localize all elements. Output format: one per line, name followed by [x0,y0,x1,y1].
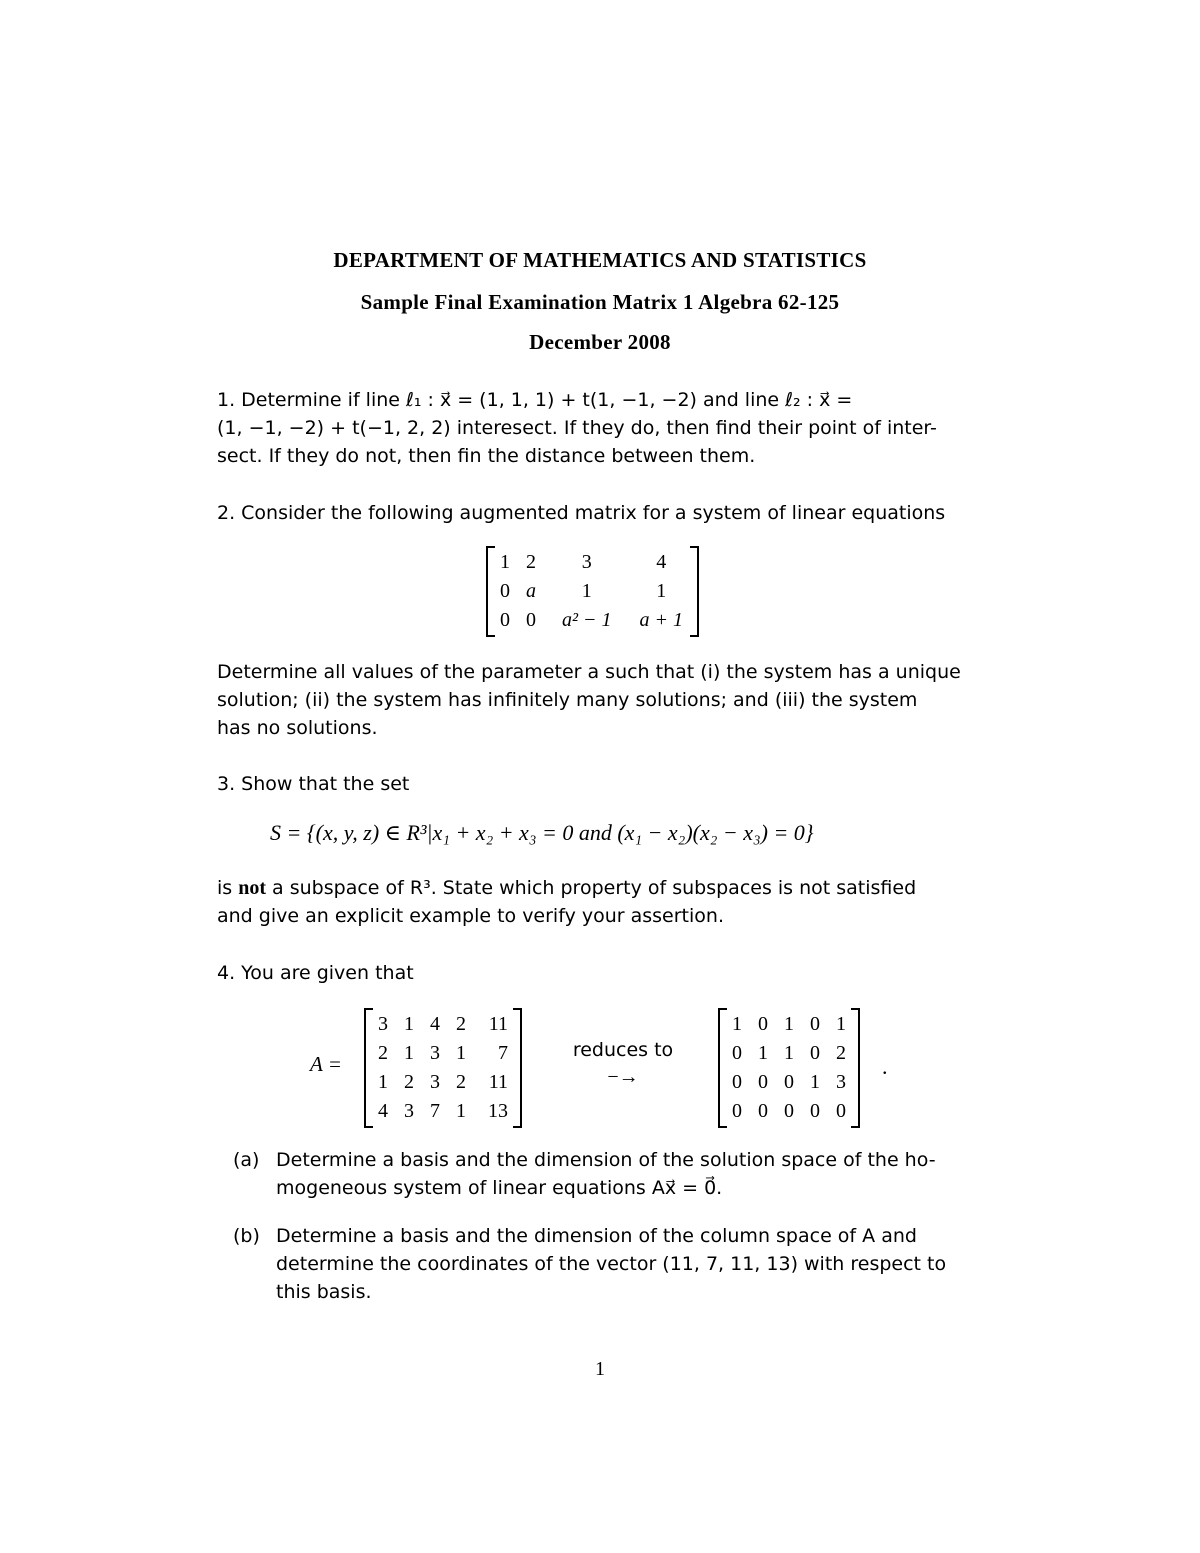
matrix-cell: 3 [378,1013,388,1035]
q4-intro: 4. You are given that [217,962,414,984]
matrix-cell: 11 [488,1013,508,1035]
matrix-cell: 3 [430,1042,440,1064]
matrix-cell: 0 [784,1071,794,1093]
matrix-cell: 0 [836,1100,846,1122]
part-b-line-2: determine the coordinates of the vector (11, 7, 11, 13) with respect to [276,1253,947,1275]
q3-not-emphasis: not [238,877,267,899]
q3-line-1-pre: is [217,877,239,899]
matrix-cell: 13 [488,1100,508,1122]
matrix-cell: 1 [581,580,592,602]
matrix-period: . [882,1054,888,1079]
augmented-matrix [486,546,699,637]
matrix-cell: 0 [732,1100,742,1122]
set-definition: S = {(x, y, z) ∈ R³|x₁ + x₂ + x₃ = 0 and (x₁ − x₂)(x₂ − x₃) = 0} [270,820,814,845]
matrix-cell: 0 [732,1071,742,1093]
q3-line-1 [217,874,981,902]
matrix-cell: 2 [456,1071,466,1093]
department-heading: DEPARTMENT OF MATHEMATICS AND STATISTICS [333,248,867,272]
matrix-left-bracket [718,1008,727,1128]
matrix-cell: 0 [500,580,510,602]
matrix-cell: 3 [836,1071,846,1093]
matrix-cell: 0 [758,1013,768,1035]
part-b-line-3: this basis. [276,1281,372,1303]
matrix-a-table [370,1010,516,1126]
matrix-cell: 2 [836,1042,846,1064]
q2-line-1: Determine all values of the parameter a such that (i) the system has a unique [217,661,961,683]
matrix-cell: 1 [732,1013,742,1035]
matrix-cell: a² − 1 [562,609,612,631]
q3-line-1-post: a subspace of R³. State which property of subspaces is not satisfied [266,877,917,899]
arrow-icon: −→ [607,1066,639,1088]
matrix-cell: 1 [500,551,510,573]
q1-line-1: 1. Determine if line ℓ₁ : x⃗ = (1, 1, 1) + t(1, −1, −2) and line ℓ₂ : x⃗ = [217,389,853,411]
part-b-line-1: Determine a basis and the dimension of the column space of A and [276,1225,917,1247]
matrix-cell: 1 [656,580,667,602]
matrix-cell: 1 [404,1042,414,1064]
matrix-cell: 0 [758,1071,768,1093]
q3-line-2: and give an explicit example to verify your assertion. [217,905,724,927]
matrix-cell: 3 [430,1071,440,1093]
matrix-cell: 0 [810,1013,820,1035]
part-a-line-2: mogeneous system of linear equations Ax⃗ = 0⃗. [276,1177,723,1199]
exam-title: Sample Final Examination Matrix 1 Algebra 62-125 [360,290,840,314]
matrix-right-bracket [690,546,699,637]
q2-line-2: solution; (ii) the system has infinitely many solutions; and (iii) the system [217,689,918,711]
exam-date: December 2008 [529,330,671,354]
reduces-to-label: reduces to [572,1039,674,1061]
matrix-cell: 2 [404,1071,414,1093]
matrix-cell: 2 [378,1042,388,1064]
matrix-cell: 0 [732,1042,742,1064]
matrix-cell: 0 [810,1042,820,1064]
matrix-cell: a [526,580,536,602]
matrix-cell: 1 [378,1071,388,1093]
matrix-right-bracket [513,1008,522,1128]
question-1 [217,386,981,470]
matrix-cell: a + 1 [639,609,683,631]
matrix-cell: 7 [498,1042,508,1064]
matrix-cell: 1 [810,1071,820,1093]
matrix-cell: 4 [430,1013,440,1035]
q2-line-3: has no solutions. [217,717,378,739]
matrix-cell: 1 [404,1013,414,1035]
matrix-cell: 4 [378,1100,388,1122]
matrix-cell: 3 [404,1100,414,1122]
matrix-cell: 1 [836,1013,846,1035]
matrix-a-label: A = [310,1052,342,1076]
matrix-cell: 0 [784,1100,794,1122]
matrix-cell: 1 [758,1042,768,1064]
q2-prompt [217,658,981,742]
matrix-left-bracket [364,1008,373,1128]
q2-intro: 2. Consider the following augmented matrix for a system of linear equations [217,502,946,524]
matrix-cell: 0 [758,1100,768,1122]
part-b-label: (b) [233,1225,260,1247]
matrix-cell: 2 [456,1013,466,1035]
part-a [276,1146,981,1202]
q1-line-3: sect. If they do not, then fin the distance between them. [217,445,756,467]
matrix-rref [718,1008,860,1128]
part-b [276,1222,981,1306]
matrix-cell: 0 [810,1100,820,1122]
matrix-cell: 11 [488,1071,508,1093]
page-number: 1 [595,1358,605,1380]
augmented-matrix-table [492,548,693,635]
q3-intro: 3. Show that the set [217,773,410,795]
matrix-cell: 1 [456,1042,466,1064]
matrix-cell: 3 [581,551,592,573]
q3-prompt [217,874,981,930]
matrix-cell: 1 [784,1013,794,1035]
matrix-a [364,1008,522,1128]
matrix-cell: 7 [430,1100,440,1122]
matrix-cell: 1 [784,1042,794,1064]
matrix-cell: 4 [656,551,667,573]
part-a-label: (a) [233,1149,260,1171]
matrix-right-bracket [851,1008,860,1128]
matrix-left-bracket [486,546,495,637]
q1-line-2: (1, −1, −2) + t(−1, 2, 2) interesect. If they do, then find their point of inter- [217,417,937,439]
matrix-cell: 1 [456,1100,466,1122]
part-a-line-1: Determine a basis and the dimension of the solution space of the ho- [276,1149,936,1171]
matrix-rref-table [724,1010,854,1126]
matrix-cell: 2 [526,551,536,573]
matrix-cell: 0 [526,609,536,631]
matrix-cell: 0 [500,609,510,631]
